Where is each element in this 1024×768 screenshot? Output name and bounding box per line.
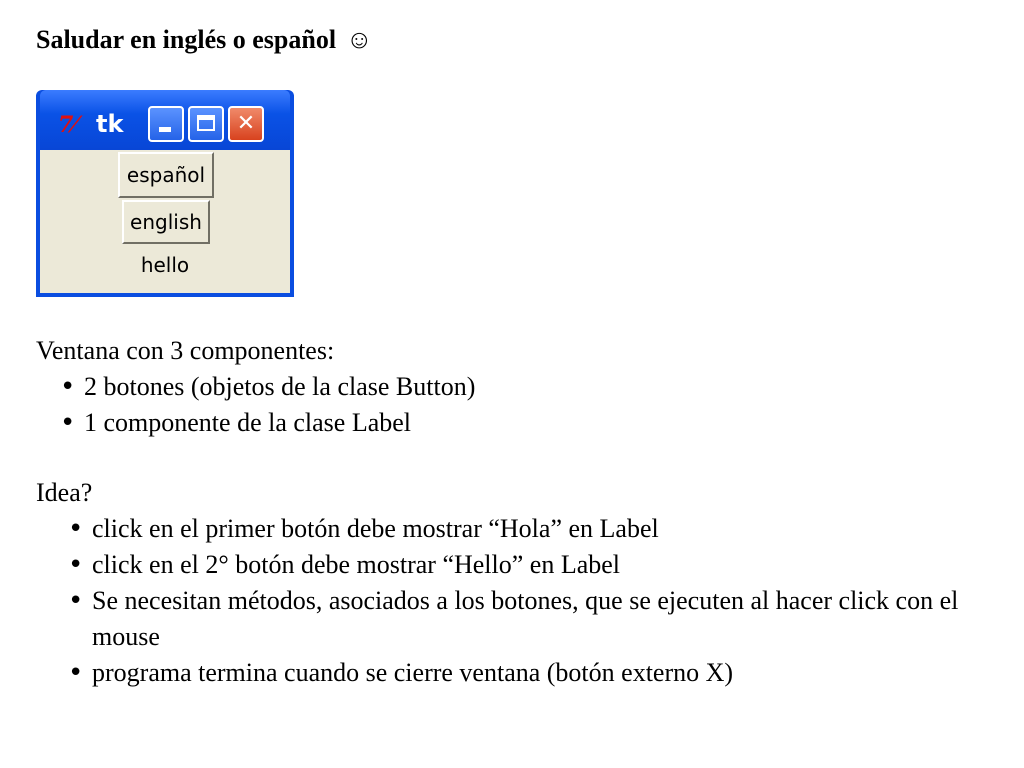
close-button[interactable] <box>228 106 264 142</box>
english-button[interactable]: english <box>122 200 210 244</box>
tk-feather-icon: 7⁄ <box>58 112 77 138</box>
minimize-icon <box>159 127 171 132</box>
slide-title-text: Saludar en inglés o español <box>36 25 337 54</box>
slide-title <box>36 22 373 58</box>
greeting-label: hello <box>140 253 190 277</box>
list-item: • click en el 2° botón debe mostrar “Hello” en Label <box>64 547 964 583</box>
list-item: • programa termina cuando se cierre ventana (botón externo X) <box>64 655 964 691</box>
tk-client-area <box>40 150 290 293</box>
maximize-icon <box>197 115 215 131</box>
list-item: • click en el primer botón debe mostrar “Hola” en Label <box>64 511 964 547</box>
list-item: • Se necesitan métodos, asociados a los botones, que se ejecuten al hacer click con el mouse <box>64 583 972 655</box>
espanol-button[interactable]: español <box>118 152 214 198</box>
smiley-icon: ☺ <box>346 25 373 54</box>
section2-list <box>64 511 964 691</box>
minimize-button[interactable] <box>148 106 184 142</box>
tk-window-title: tk <box>96 110 124 138</box>
section1-heading: Ventana con 3 componentes: <box>36 336 335 365</box>
section1-list <box>56 369 475 441</box>
section2-heading: Idea? <box>36 478 93 507</box>
close-icon: ✕ <box>236 111 256 136</box>
tk-window <box>36 90 294 297</box>
list-item: • 2 botones (objetos de la clase Button) <box>56 369 475 405</box>
maximize-button[interactable] <box>188 106 224 142</box>
tk-titlebar[interactable] <box>40 90 290 150</box>
list-item: • 1 componente de la clase Label <box>56 405 475 441</box>
